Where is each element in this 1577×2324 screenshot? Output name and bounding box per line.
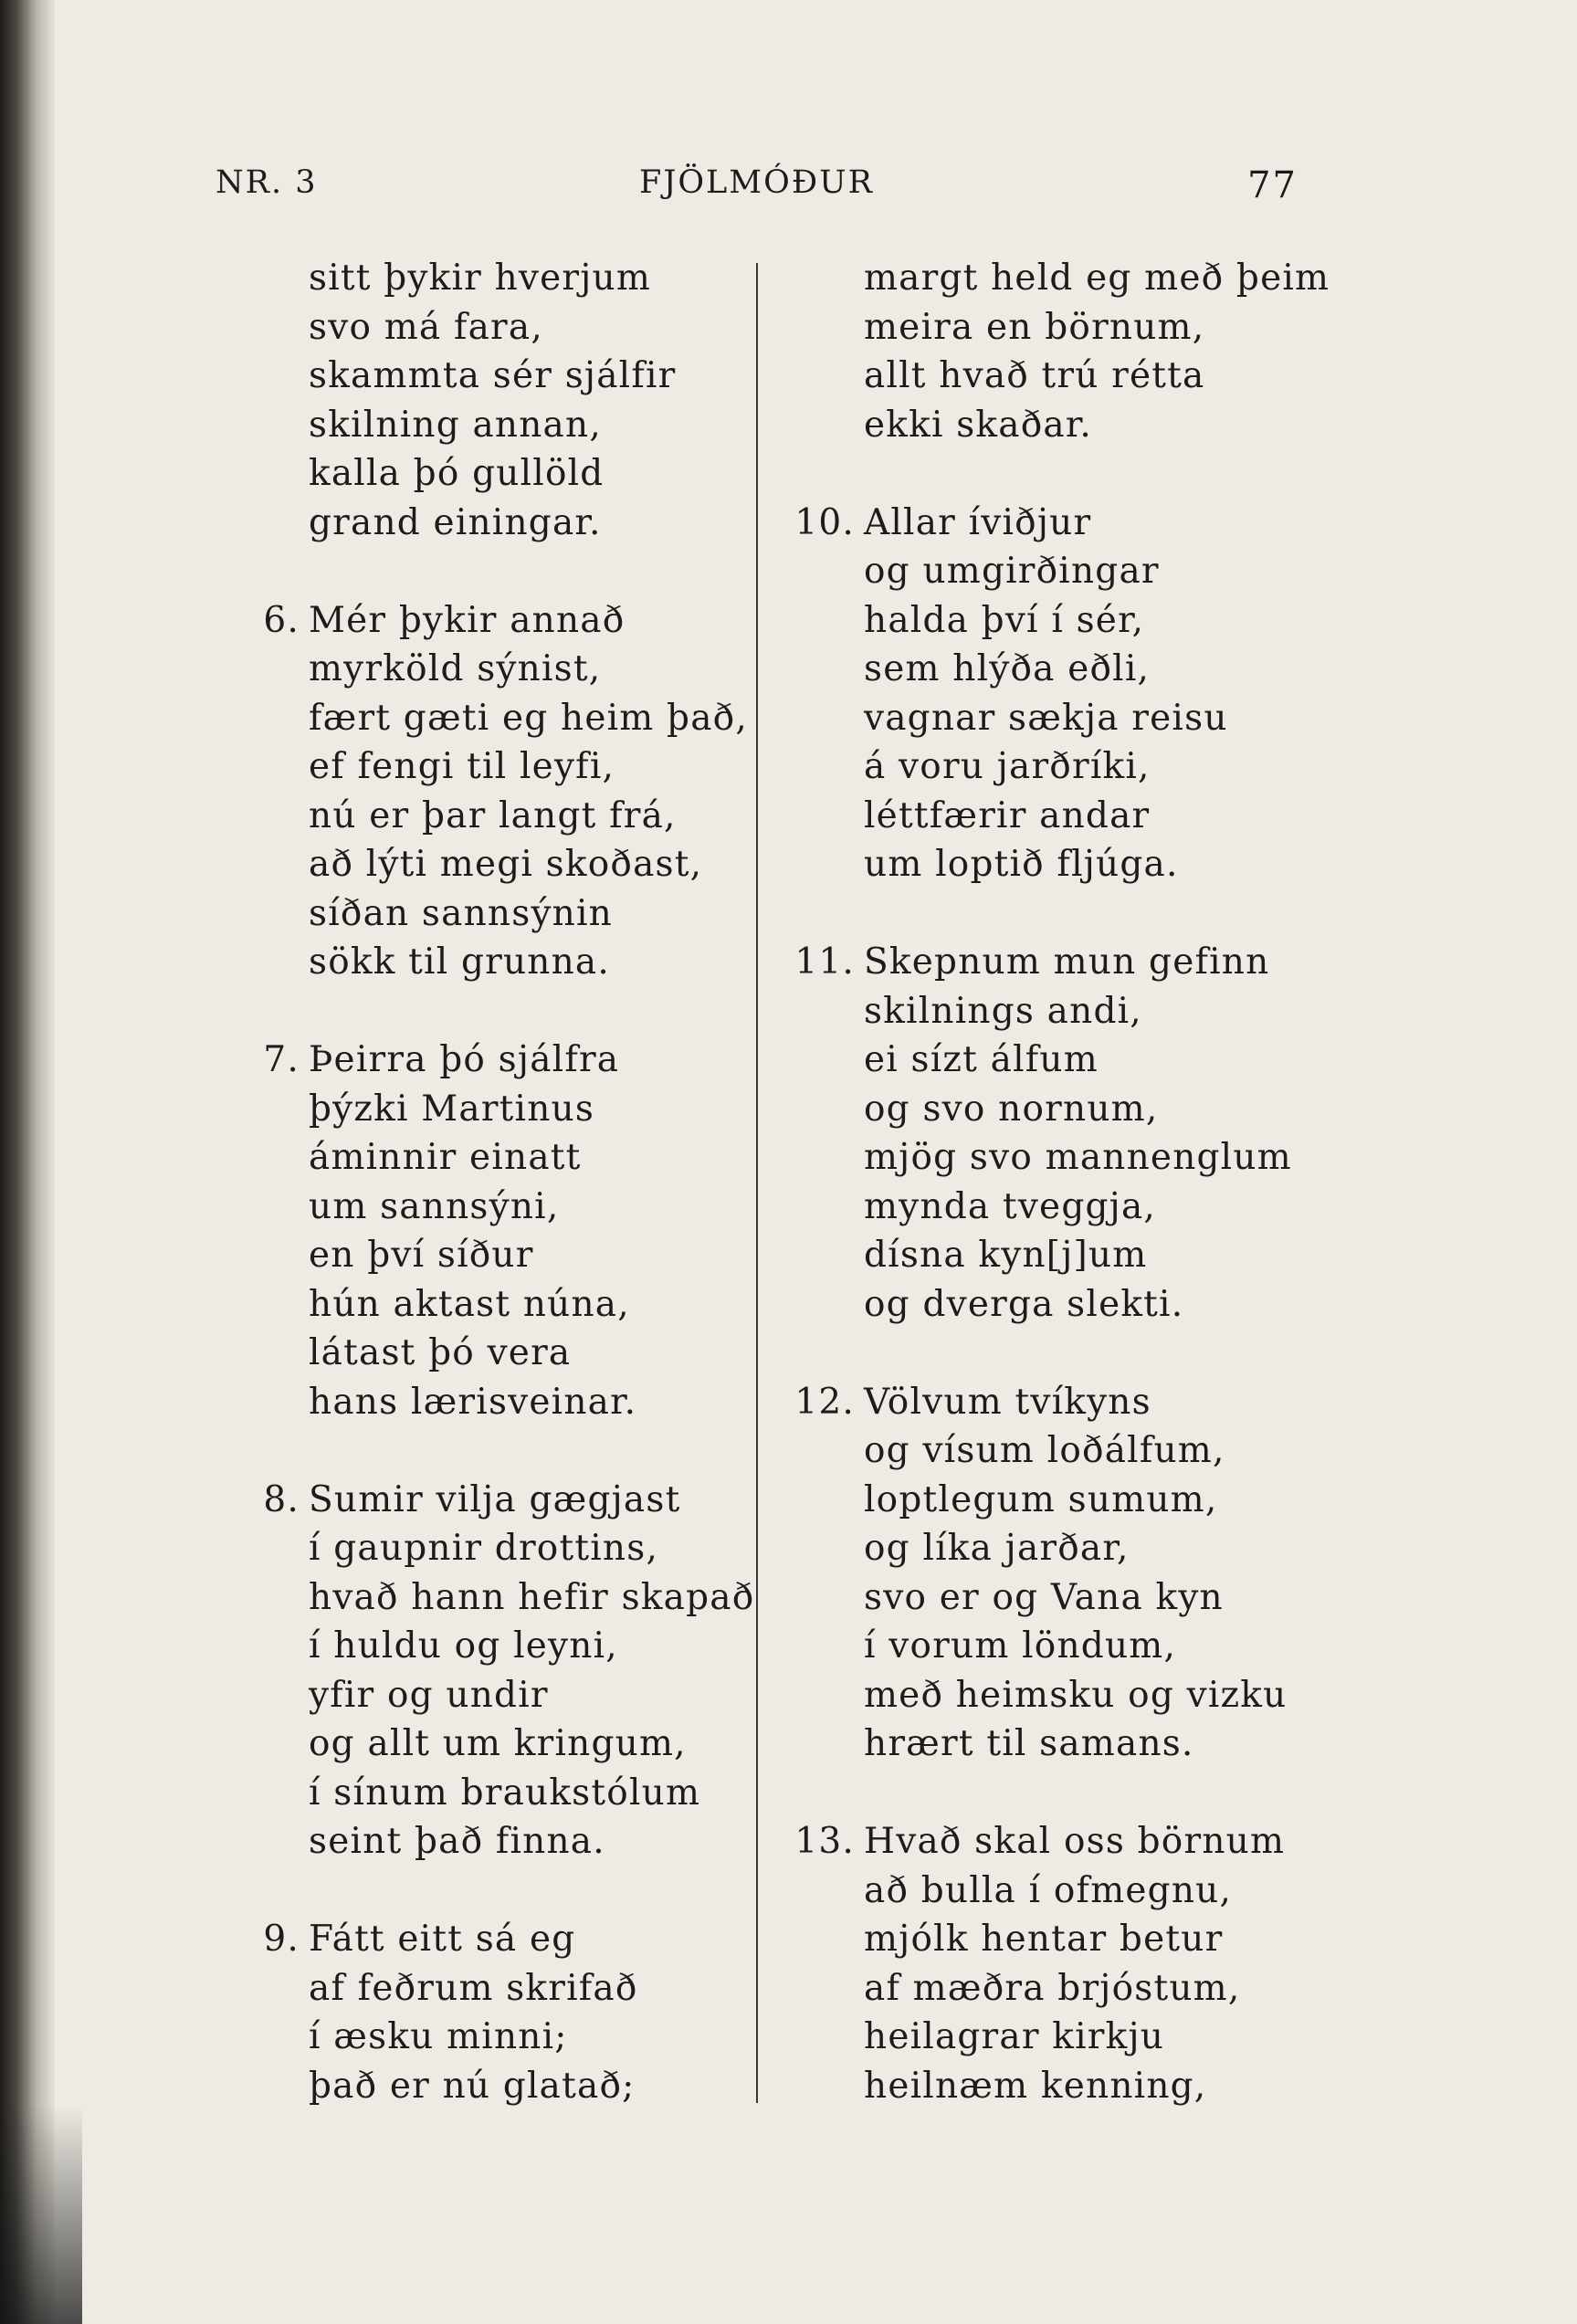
verse-line: halda því í sér,	[864, 599, 1145, 641]
verse-line: um sannsýni,	[309, 1185, 560, 1227]
verse-line: skammta sér sjálfir	[309, 355, 677, 396]
verse-line: ei sízt álfum	[864, 1039, 1099, 1080]
verse-line: mynda tveggja,	[864, 1185, 1157, 1227]
stanza	[794, 1378, 1306, 1769]
verse-line: heilnæm kenning,	[864, 2065, 1207, 2107]
verse-line: svo er og Vana kyn	[864, 1576, 1224, 1618]
stanza-number: 11.	[794, 941, 855, 983]
stanza-number: 12.	[794, 1381, 855, 1423]
stanza-number: 10.	[794, 501, 855, 543]
verse-line: loptlegum sumum,	[864, 1478, 1218, 1520]
left-column	[239, 254, 755, 2160]
stanza	[239, 1476, 755, 1867]
verse-line: þýzki Martinus	[309, 1088, 595, 1130]
verse-line: skilnings andi,	[864, 990, 1142, 1032]
verse-line: vagnar sækja reisu	[864, 697, 1228, 739]
verse-line: meira en börnum,	[864, 306, 1205, 348]
verse-line: grand einingar.	[309, 501, 602, 543]
stanza	[794, 1817, 1306, 2110]
verse-line: hún aktast núna,	[309, 1283, 630, 1325]
stanza-number: 13.	[794, 1821, 855, 1862]
verse-line: ef fengi til leyfi,	[309, 746, 615, 787]
right-column	[794, 254, 1330, 2160]
verse-line: margt held eg með þeim	[864, 258, 1330, 299]
verse-line: fært gæti eg heim það,	[309, 697, 748, 739]
stanza-number: 7.	[263, 1039, 300, 1080]
verse-line: og svo nornum,	[864, 1088, 1159, 1130]
running-head	[216, 164, 1298, 210]
verse-line: með heimsku og vizku	[864, 1674, 1288, 1716]
verse-line: nú er þar langt frá,	[309, 794, 677, 836]
stanza-number: 9.	[263, 1919, 300, 1960]
issue-number: NR. 3	[216, 164, 318, 201]
page-number: 77	[1247, 164, 1298, 206]
verse-line: hans lærisveinar.	[309, 1381, 637, 1423]
verse-line: sitt þykir hverjum	[309, 258, 652, 299]
spine-bottom-shadow	[0, 2105, 82, 2324]
verse-line: í huldu og leyni,	[309, 1625, 618, 1667]
verse-line: Mér þykir annað	[309, 599, 626, 641]
verse-line: en því síður	[309, 1235, 534, 1276]
verse-line: af feðrum skrifað	[309, 1967, 638, 2009]
verse-line: Sumir vilja gægjast	[309, 1478, 681, 1520]
journal-title: FJÖLMÓÐUR	[639, 164, 874, 201]
verse-line: yfir og undir	[309, 1674, 549, 1716]
verse-line: mjólk hentar betur	[864, 1919, 1224, 1960]
verse-line: hrært til samans.	[864, 1723, 1194, 1764]
verse-line: og dverga slekti.	[864, 1283, 1184, 1325]
verse-line: allt hvað trú rétta	[864, 355, 1205, 396]
stanza	[794, 938, 1306, 1329]
verse-line: Allar íviðjur	[864, 501, 1092, 543]
verse-line: og vísum loðálfum,	[864, 1430, 1225, 1471]
verse-line: í æsku minni;	[309, 2016, 568, 2057]
stanza	[239, 254, 751, 547]
verse-line: í sínum braukstólum	[309, 1772, 701, 1814]
verse-line: í vorum löndum,	[864, 1625, 1177, 1667]
verse-line: á voru jarðríki,	[864, 746, 1151, 787]
verse-line: svo má fara,	[309, 306, 543, 348]
verse-line: seint það finna.	[309, 1821, 605, 1862]
verse-line: dísna kyn[j]um	[864, 1235, 1148, 1276]
verse-line: og allt um kringum,	[309, 1723, 687, 1764]
verse-line: heilagrar kirkju	[864, 2016, 1165, 2057]
stanza-number: 8.	[263, 1478, 300, 1520]
verse-line: skilning annan,	[309, 404, 602, 446]
verse-line: Völvum tvíkyns	[864, 1381, 1151, 1423]
verse-line: Hvað skal oss börnum	[864, 1821, 1286, 1862]
verse-line: að lýti megi skoðast,	[309, 844, 703, 885]
verse-line: það er nú glatað;	[309, 2065, 636, 2107]
verse-line: af mæðra brjóstum,	[864, 1967, 1241, 2009]
verse-line: áminnir einatt	[309, 1137, 582, 1178]
verse-line: sem hlýða eðli,	[864, 648, 1151, 689]
verse-line: mjög svo mannenglum	[864, 1137, 1292, 1178]
verse-line: hvað hann hefir skapað	[309, 1576, 755, 1618]
verse-line: Skepnum mun gefinn	[864, 941, 1270, 983]
verse-line: Fátt eitt sá eg	[309, 1919, 576, 1960]
verse-line: um loptið fljúga.	[864, 844, 1179, 885]
book-spine-shadow	[0, 0, 55, 2324]
verse-line: léttfærir andar	[864, 794, 1151, 836]
verse-line: Þeirra þó sjálfra	[309, 1039, 620, 1080]
verse-line: í gaupnir drottins,	[309, 1528, 659, 1569]
verse-line: ekki skaðar.	[864, 404, 1092, 446]
stanza	[794, 254, 1330, 449]
column-divider	[756, 263, 758, 2103]
verse-line: og umgirðingar	[864, 551, 1160, 592]
verse-line: myrköld sýnist,	[309, 648, 602, 689]
stanza	[794, 499, 1306, 889]
stanza	[239, 596, 751, 987]
verse-line: sökk til grunna.	[309, 941, 610, 983]
stanza-number: 6.	[263, 599, 300, 641]
verse-line: síðan sannsýnin	[309, 892, 613, 934]
verse-line: látast þó vera	[309, 1332, 572, 1373]
stanza	[239, 1036, 751, 1426]
verse-line: að bulla í ofmegnu,	[864, 1869, 1233, 1911]
verse-line: kalla þó gullöld	[309, 453, 605, 494]
stanza	[239, 1915, 751, 2110]
verse-line: og líka jarðar,	[864, 1528, 1130, 1569]
